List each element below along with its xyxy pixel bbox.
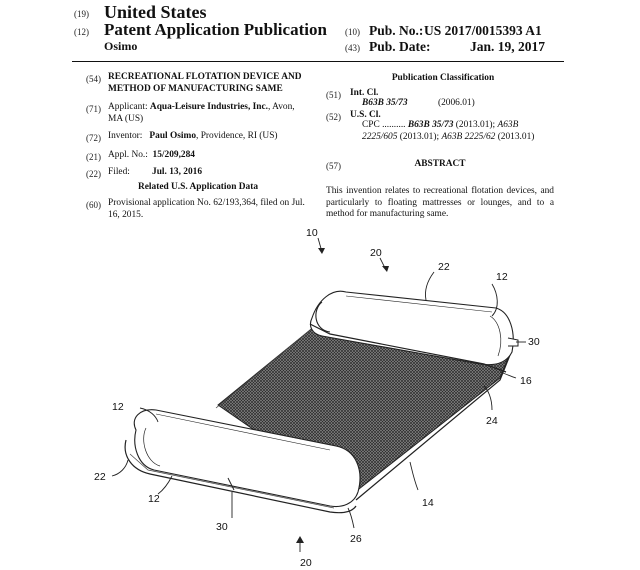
ref-label-seam-bottom: 26 xyxy=(350,533,362,545)
intcl-label: Int. Cl. xyxy=(350,88,379,98)
inid-code-inventor: (72) xyxy=(86,133,101,143)
ref-label-device: 10 xyxy=(306,227,318,239)
intcl-class: B63B 35/73 xyxy=(362,98,408,108)
leader-22-top xyxy=(425,272,434,300)
inid-code-intcl: (51) xyxy=(326,90,341,100)
applicant-label: Applicant: xyxy=(108,102,148,112)
abstract-text: This invention relates to recreational flotation devices, and particularly to floating mattresses or lounges, and to a method for manufacturing same. xyxy=(326,186,554,219)
invention-title: RECREATIONAL FLOTATION DEVICE AND METHOD OF MANUFACTURING SAME xyxy=(108,72,302,94)
uscl-label: U.S. Cl. xyxy=(350,110,381,120)
inventor-location: , Providence, RI (US) xyxy=(196,131,278,141)
inid-code-title: (54) xyxy=(86,74,101,84)
pubdate-label: Pub. Date: xyxy=(369,39,431,54)
inid-code-applicant: (71) xyxy=(86,104,101,114)
inid-code-pubdate: (43) xyxy=(345,43,360,53)
inventor-label: Inventor: xyxy=(108,131,143,141)
country-name: United States xyxy=(104,2,207,22)
inid-code-appl: (21) xyxy=(86,152,101,162)
ref-label-end-top: 20 xyxy=(370,247,382,259)
pub-class-heading: Publication Classification xyxy=(391,73,495,83)
ref-label-pillow-top: 22 xyxy=(438,261,450,273)
appl-label: Appl. No.: xyxy=(108,150,148,160)
leader-14 xyxy=(410,462,418,490)
leader-22-bottom xyxy=(112,460,128,476)
cpc-dots: .......... xyxy=(382,120,406,130)
inid-code-abstract: (57) xyxy=(326,161,341,171)
ref-label-end-bottom: 20 xyxy=(300,557,312,569)
inventor-name: Paul Osimo xyxy=(149,131,197,141)
abstract-heading: ABSTRACT xyxy=(414,159,466,169)
inid-code-filed: (22) xyxy=(86,169,101,179)
ref-label-valve-top: 30 xyxy=(528,336,540,348)
cpc-class-1: B63B 35/73 xyxy=(407,120,454,130)
pubno-label: Pub. No.: xyxy=(369,23,424,38)
filed-label: Filed: xyxy=(108,167,130,177)
cpc-year-3: (2013.01) xyxy=(497,131,535,142)
inid-code-provisional: (60) xyxy=(86,200,101,210)
cpc-year-1: (2013.01); xyxy=(455,120,496,130)
appl-number: 15/209,284 xyxy=(152,150,195,160)
ref-label-tube-bottom: 12 xyxy=(148,493,160,505)
applicant-name: Aqua-Leisure Industries, Inc. xyxy=(149,102,268,112)
cpc-year-2: (2013.01); xyxy=(399,131,440,142)
inventor-surname: Osimo xyxy=(104,39,138,53)
inid-code-uscl: (52) xyxy=(326,112,341,122)
publication-date: Jan. 19, 2017 xyxy=(470,39,546,54)
provisional-application: Provisional application No. 62/193,364, filed on Jul. 16, 2015. xyxy=(108,198,305,220)
inid-code-pubtype: (12) xyxy=(74,27,89,37)
cpc-label: CPC xyxy=(362,120,380,130)
publication-number: US 2017/0015393 A1 xyxy=(424,23,542,38)
ref-label-seam-junction: 24 xyxy=(486,415,498,427)
cpc-class-2: A63B 2225/605 xyxy=(362,120,519,142)
related-data-heading: Related U.S. Application Data xyxy=(137,182,259,192)
inid-code-country: (19) xyxy=(74,9,89,19)
filed-date: Jul. 13, 2016 xyxy=(152,167,203,177)
ref-label-pillow-bottom: 22 xyxy=(94,471,106,483)
inid-code-pubno: (10) xyxy=(345,27,360,37)
ref-label-tube-left: 12 xyxy=(112,401,124,413)
ref-label-mesh: 14 xyxy=(422,497,434,509)
intcl-year: (2006.01) xyxy=(438,98,475,108)
ref-label-seam-right: 16 xyxy=(520,375,532,387)
ref-label-valve-bottom: 30 xyxy=(216,521,228,533)
ref-label-tube-top: 12 xyxy=(496,271,508,283)
publication-type: Patent Application Publication xyxy=(104,20,327,39)
cpc-class-3: A63B 2225/62 xyxy=(441,131,496,142)
applicant-location: , Avon, MA (US) xyxy=(108,102,295,124)
